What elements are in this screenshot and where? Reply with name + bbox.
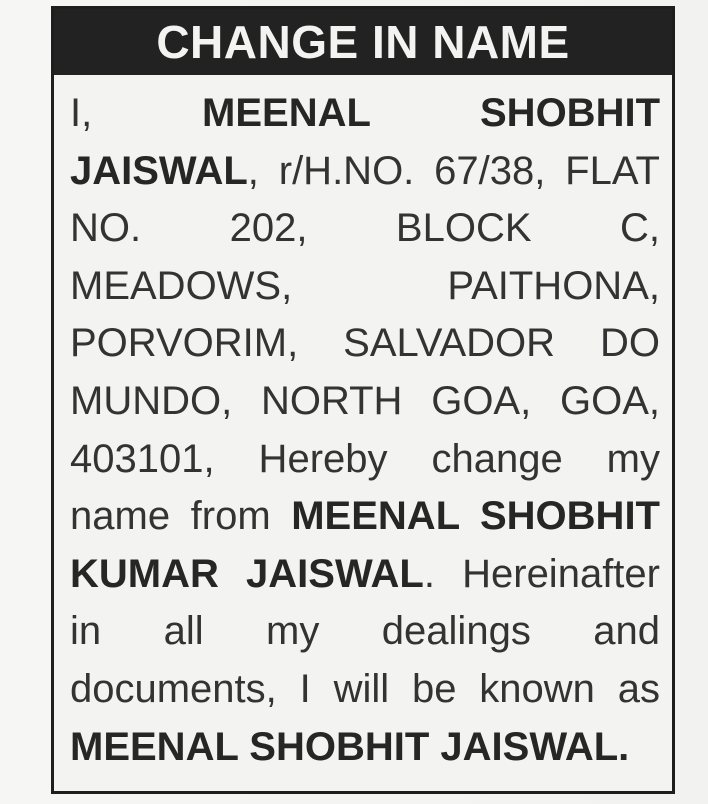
notice-line bbox=[70, 143, 660, 201]
notice-line bbox=[70, 85, 660, 143]
notice-name: MEENAL SHOBHIT JAISWAL. bbox=[70, 724, 630, 769]
notice-line bbox=[70, 315, 660, 373]
notice-body bbox=[70, 85, 660, 776]
notice-line bbox=[70, 488, 660, 546]
notice-name: KUMAR JAISWAL bbox=[70, 551, 424, 596]
notice-title: CHANGE IN NAME bbox=[54, 9, 672, 75]
notice-name: JAISWAL bbox=[70, 148, 248, 193]
notice-line bbox=[70, 603, 660, 661]
notice-text: documents, I will be known as bbox=[70, 666, 660, 711]
notice-line bbox=[70, 200, 660, 258]
notice-name: MEENAL SHOBHIT bbox=[291, 494, 660, 539]
notice-text: PORVORIM, SALVADOR DO bbox=[70, 321, 660, 366]
notice-line bbox=[70, 258, 660, 316]
notice-text: , r/H.NO. 67/38, FLAT bbox=[247, 148, 660, 193]
notice-text: MUNDO, NORTH GOA, GOA, bbox=[70, 378, 660, 423]
notice-text: NO. 202, BLOCK C, bbox=[70, 206, 660, 251]
notice-text: MEADOWS, PAITHONA, bbox=[70, 263, 660, 308]
notice-line bbox=[70, 431, 660, 489]
notice-line bbox=[70, 719, 660, 777]
notice-line bbox=[70, 546, 660, 604]
notice-text: . Hereinafter bbox=[423, 551, 660, 596]
notice-line bbox=[70, 373, 660, 431]
notice-text: in all my dealings and bbox=[70, 609, 660, 654]
notice-text: 403101, Hereby change my bbox=[70, 436, 660, 481]
notice-text: I, bbox=[70, 91, 203, 135]
notice-text: name from bbox=[70, 494, 292, 539]
notice-name: MEENAL SHOBHIT bbox=[202, 91, 660, 135]
name-change-notice bbox=[51, 6, 675, 794]
notice-line bbox=[70, 661, 660, 719]
